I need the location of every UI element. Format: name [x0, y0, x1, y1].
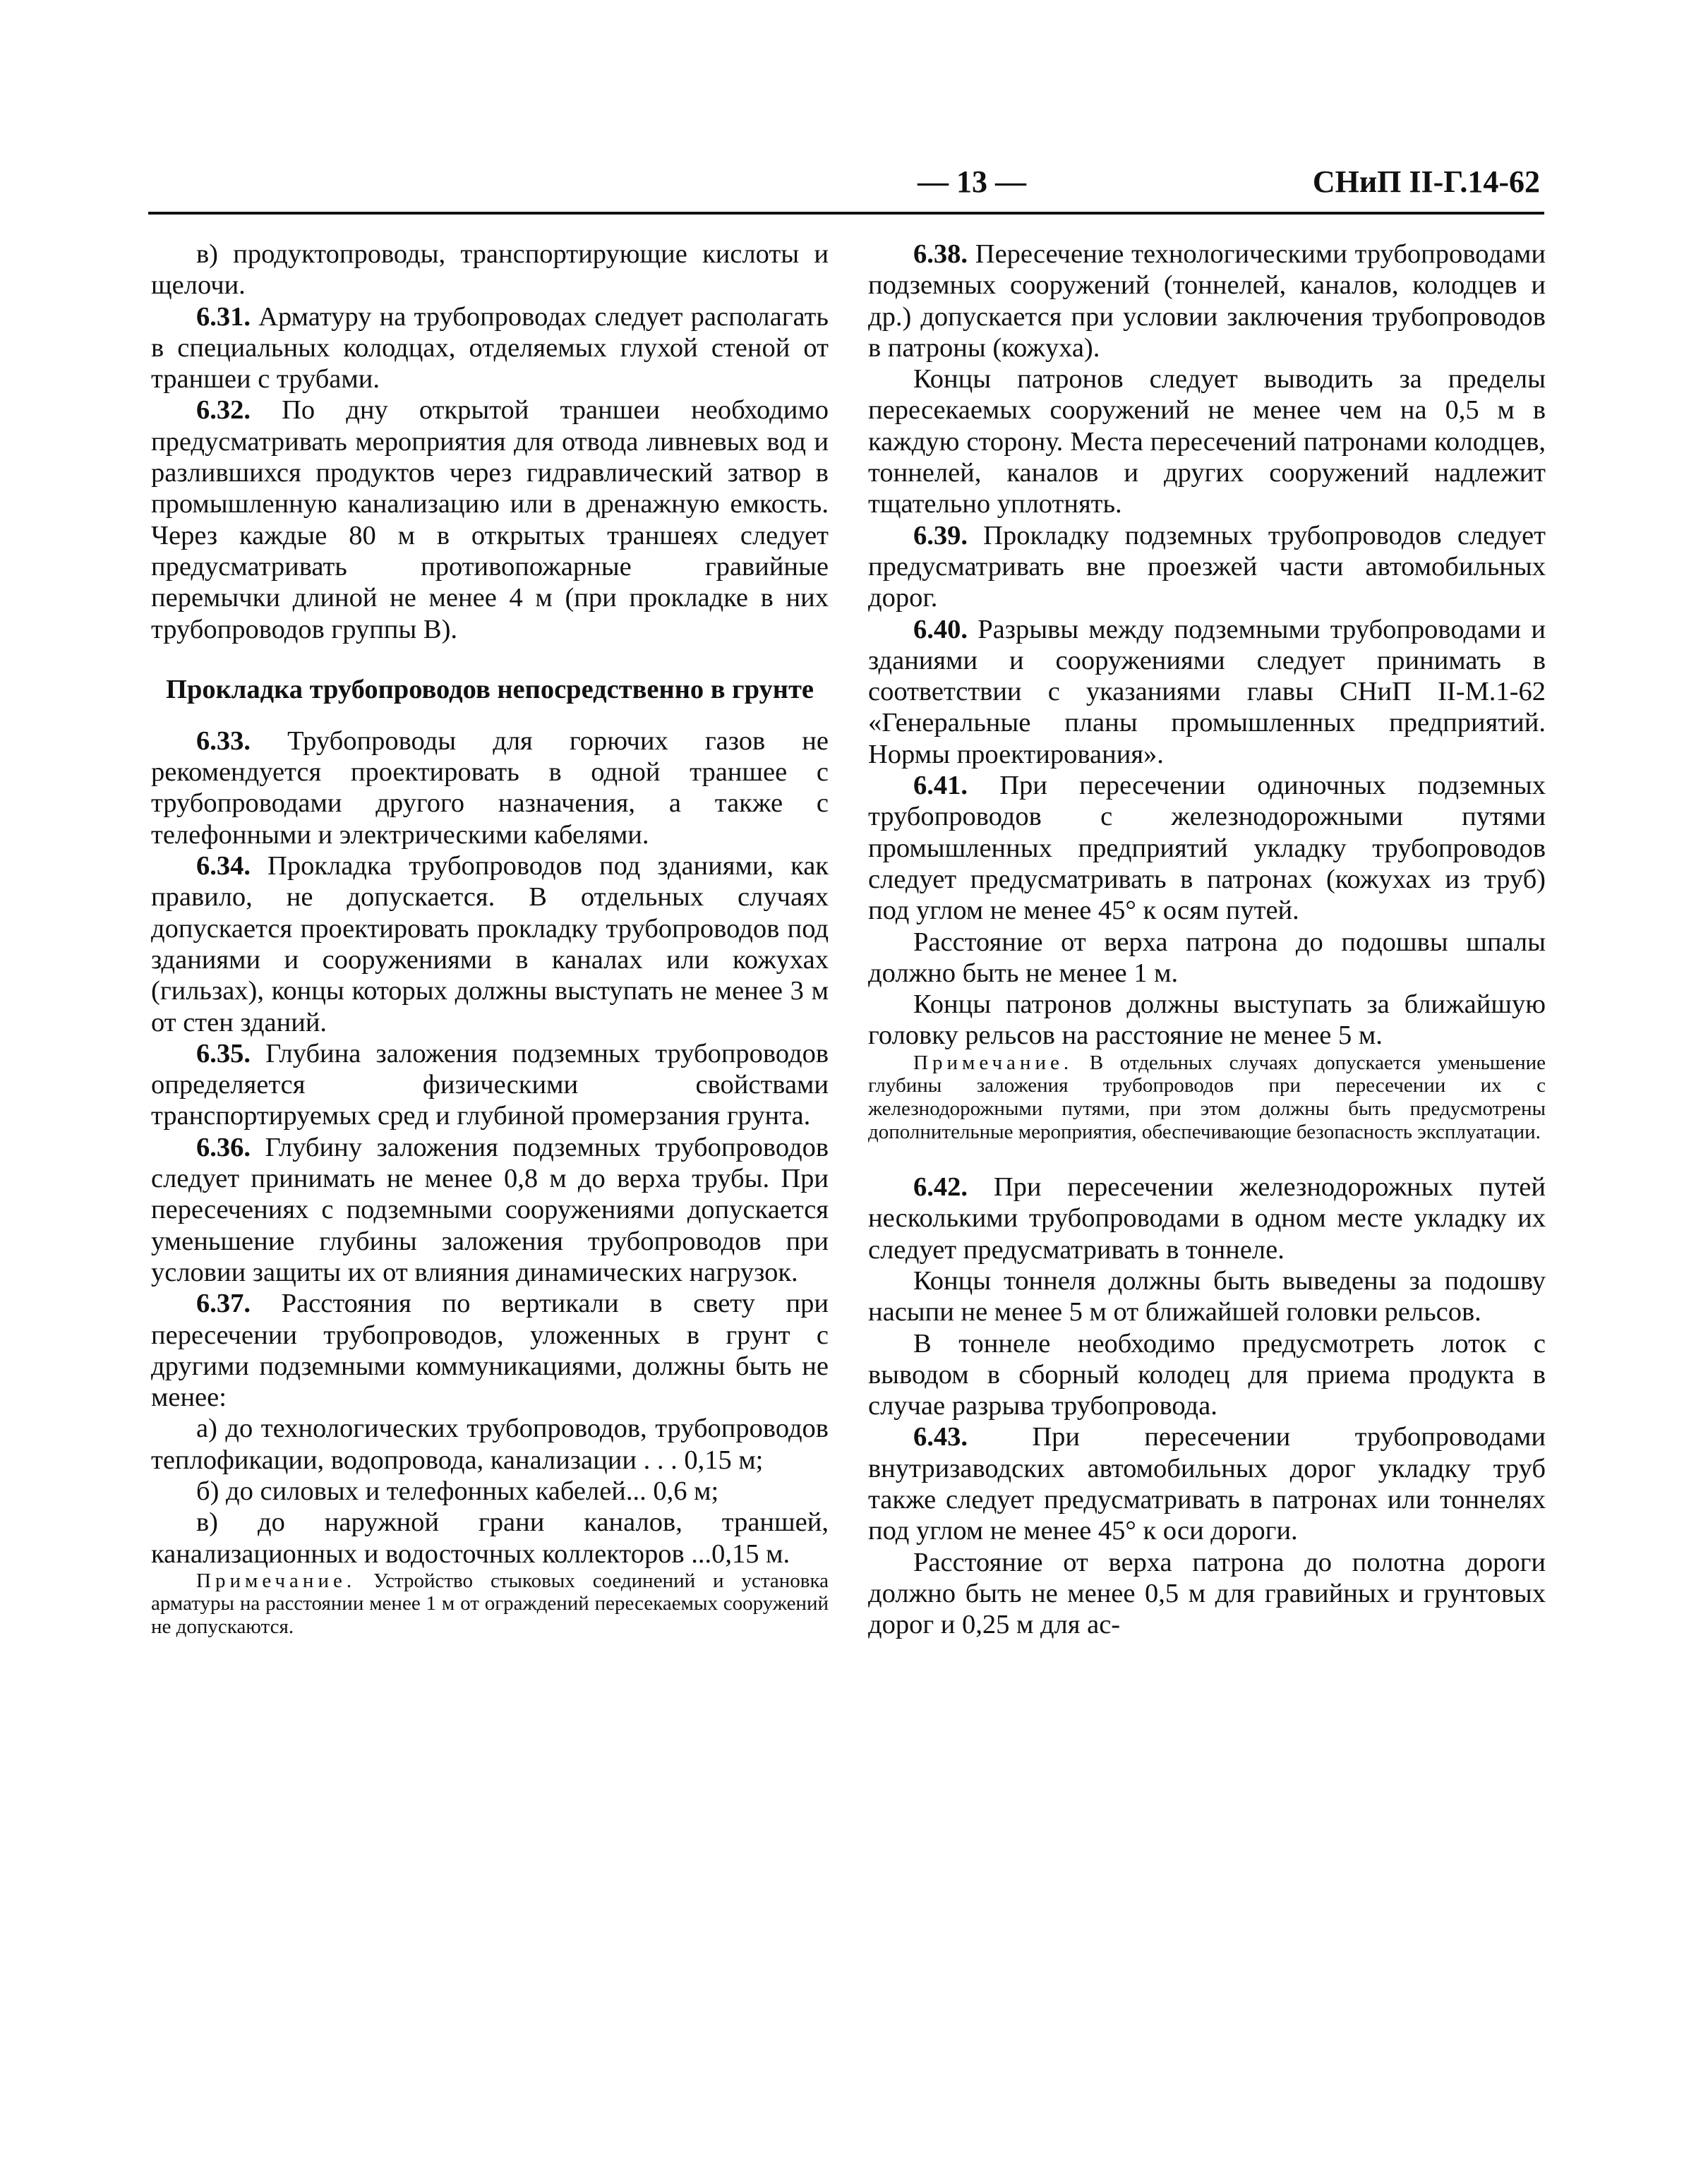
paragraph-6-39 [868, 520, 1546, 614]
paragraph-6-37 [151, 1288, 829, 1413]
paragraph-text: По дну открытой траншеи необходимо предусматривать мероприятия для отвода ливневых вод и разлившихся продуктов через гидравлический затвор в промышленную канализацию или в дренажную емкость. Через каждые 80 м в открытых траншеях следует предусматривать противопожарные гравийные перемычки длиной не менее 4 м (при прокладке в них трубопроводов группы В). [151, 395, 829, 644]
paragraph-text: Трубопроводы для горючих газов не рекомендуется проектировать в одной траншее с трубопроводами другого назначения, а также с телефонными и электрическими кабелями. [151, 725, 829, 850]
paragraph-6-42-b: Концы тоннеля должны быть выведены за подошву насыпи не менее 5 м от ближайшей головки рельсов. [868, 1265, 1546, 1327]
paragraph-6-31 [151, 301, 829, 395]
document-code: СНиП II-Г.14-62 [1312, 164, 1540, 199]
clause-number: 6.33. [196, 725, 251, 756]
header-rule [148, 212, 1544, 215]
paragraph-6-43-b: Расстояние от верха патрона до полотна дороги должно быть не менее 0,5 м для гравийных и грунтовых дорог и 0,25 м для ас- [868, 1547, 1546, 1640]
paragraph-text: При пересечении одиночных подземных трубопроводов с железнодорожными путями промышленных предприятий укладку трубопроводов следует предусматривать в патронах (кожухах из труб) под углом не менее 45° к осям путей. [868, 771, 1546, 926]
paragraph-6-43 [868, 1421, 1546, 1546]
paragraph-text: Расстояния по вертикали в свету при пересечении трубопроводов, уложенных в грунт с другими подземными коммуникациями, должны быть не менее: [151, 1289, 829, 1413]
clause-number: 6.41. [913, 771, 968, 801]
paragraph-text: Глубину заложения подземных трубопроводов следует принимать не менее 0,8 м до верха трубы. При пересечениях с подземными сооружениями допускается уменьшение глубины заложения трубопроводов при условии защиты их от влияния динамических нагрузок. [151, 1132, 829, 1287]
note-text: В отдельных случаях допускается уменьшение глубины заложения трубопроводов при пересечении их с железнодорожными путями, при этом должны быть предусмотрены дополнительные мероприятия, обеспечивающие безопасность эксплуатации. [868, 1051, 1546, 1143]
paragraph-text: Прокладка трубопроводов под зданиями, как правило, не допускается. В отдельных случаях допускается проектировать прокладку трубопроводов под зданиями и сооружениями в каналах или кожухах (гильзах), концы которых должны выступать не менее 3 м от стен зданий. [151, 851, 829, 1037]
paragraph-6-32 [151, 395, 829, 644]
footnote-right [868, 1052, 1546, 1143]
note-text: Устройство стыковых соединений и установка арматуры на расстоянии менее 1 м от ограждений пересекаемых сооружений не допускаются. [151, 1569, 829, 1639]
paragraph-6-41 [868, 770, 1546, 926]
paragraph-6-41-c: Концы патронов должны выступать за ближайшую головку рельсов на расстояние не менее 5 м. [868, 989, 1546, 1051]
clause-number: 6.42. [913, 1172, 968, 1203]
list-item-b: б) до силовых и телефонных кабелей... 0,6 м; [196, 1476, 719, 1506]
paragraph-6-38-b: Концы патронов следует выводить за пределы пересекаемых сооружений не менее чем на 0,5 м в каждую сторону. Места пересечений патронами колодцев, тоннелей, каналов и других сооружений надлежит тщательно уплотнять. [868, 364, 1546, 519]
paragraph-6-42 [868, 1172, 1546, 1265]
paragraph-text: Прокладку подземных трубопроводов следует предусматривать вне проезжей части автомобильных дорог. [868, 520, 1546, 613]
paragraph-6-33 [151, 725, 829, 850]
paragraph-6-40 [868, 614, 1546, 770]
paragraph-6-36 [151, 1132, 829, 1288]
clause-number: 6.32. [196, 395, 251, 426]
note-label: Примечание. [196, 1569, 356, 1592]
paragraph-text: Глубина заложения подземных трубопроводов определяется физическими свойствами транспортируемых сред и глубиной промерзания грунта. [151, 1038, 829, 1131]
note-label: Примечание. [913, 1051, 1073, 1074]
paragraph-6-42-c: В тоннеле необходимо предусмотреть лоток с выводом в сборный колодец для приема продукта в случае разрыва трубопровода. [868, 1328, 1546, 1421]
page-number: — 13 — [918, 164, 1026, 199]
paragraph-text: Арматуру на трубопроводах следует располагать в специальных колодцах, отделяемых глухой стеной от траншеи с трубами. [151, 301, 829, 395]
section-heading: Прокладка трубопроводов непосредственно в грунте [166, 674, 814, 704]
paragraph-text: Разрывы между подземными трубопроводами и зданиями и сооружениями следует принимать в соответствии с указаниями главы СНиП II-М.1-62 «Генеральные планы промышленных предприятий. Нормы проектирования». [868, 614, 1546, 769]
clause-number: 6.31. [196, 301, 251, 332]
paragraph-item-v [151, 239, 829, 301]
paragraph-text: в) продуктопроводы, транспортирующие кислоты и щелочи. [151, 239, 829, 301]
paragraph-text: При пересечении трубопроводами внутризаводских автомобильных дорог укладку труб также следует предусматривать в патронах или тоннелях под углом не менее 45° к оси дороги. [868, 1422, 1546, 1546]
clause-number: 6.35. [196, 1038, 251, 1068]
paragraph-text: При пересечении железнодорожных путей несколькими трубопроводами в одном месте укладку их следует предусматривать в тоннеле. [868, 1172, 1546, 1265]
right-column [868, 239, 1546, 1641]
page-header [148, 164, 1540, 210]
paragraph-6-34 [151, 850, 829, 1038]
list-item-a: а) до технологических трубопроводов, трубопроводов теплофикации, водопровода, канализации . . . 0,15 м; [151, 1414, 829, 1475]
clause-number: 6.43. [913, 1422, 968, 1452]
clause-number: 6.37. [196, 1289, 251, 1319]
left-column [151, 239, 829, 1639]
clause-number: 6.39. [913, 520, 968, 550]
paragraph-6-38 [868, 239, 1546, 363]
clause-number: 6.40. [913, 614, 968, 644]
clause-number: 6.38. [913, 239, 968, 269]
paragraph-6-41-b: Расстояние от верха патрона до подошвы шпалы должно быть не менее 1 м. [868, 927, 1546, 988]
list-item-v: в) до наружной грани каналов, траншей, канализационных и водосточных коллекторов ...0,15 м. [151, 1507, 829, 1569]
clause-number: 6.36. [196, 1132, 251, 1162]
paragraph-text: Пересечение технологическими трубопроводами подземных сооружений (тоннелей, каналов, колодцев и др.) допускается при условии заключения трубопроводов в патроны (кожуха). [868, 239, 1546, 363]
clause-number: 6.34. [196, 851, 251, 881]
footnote-left [151, 1570, 829, 1639]
paragraph-6-35 [151, 1038, 829, 1132]
